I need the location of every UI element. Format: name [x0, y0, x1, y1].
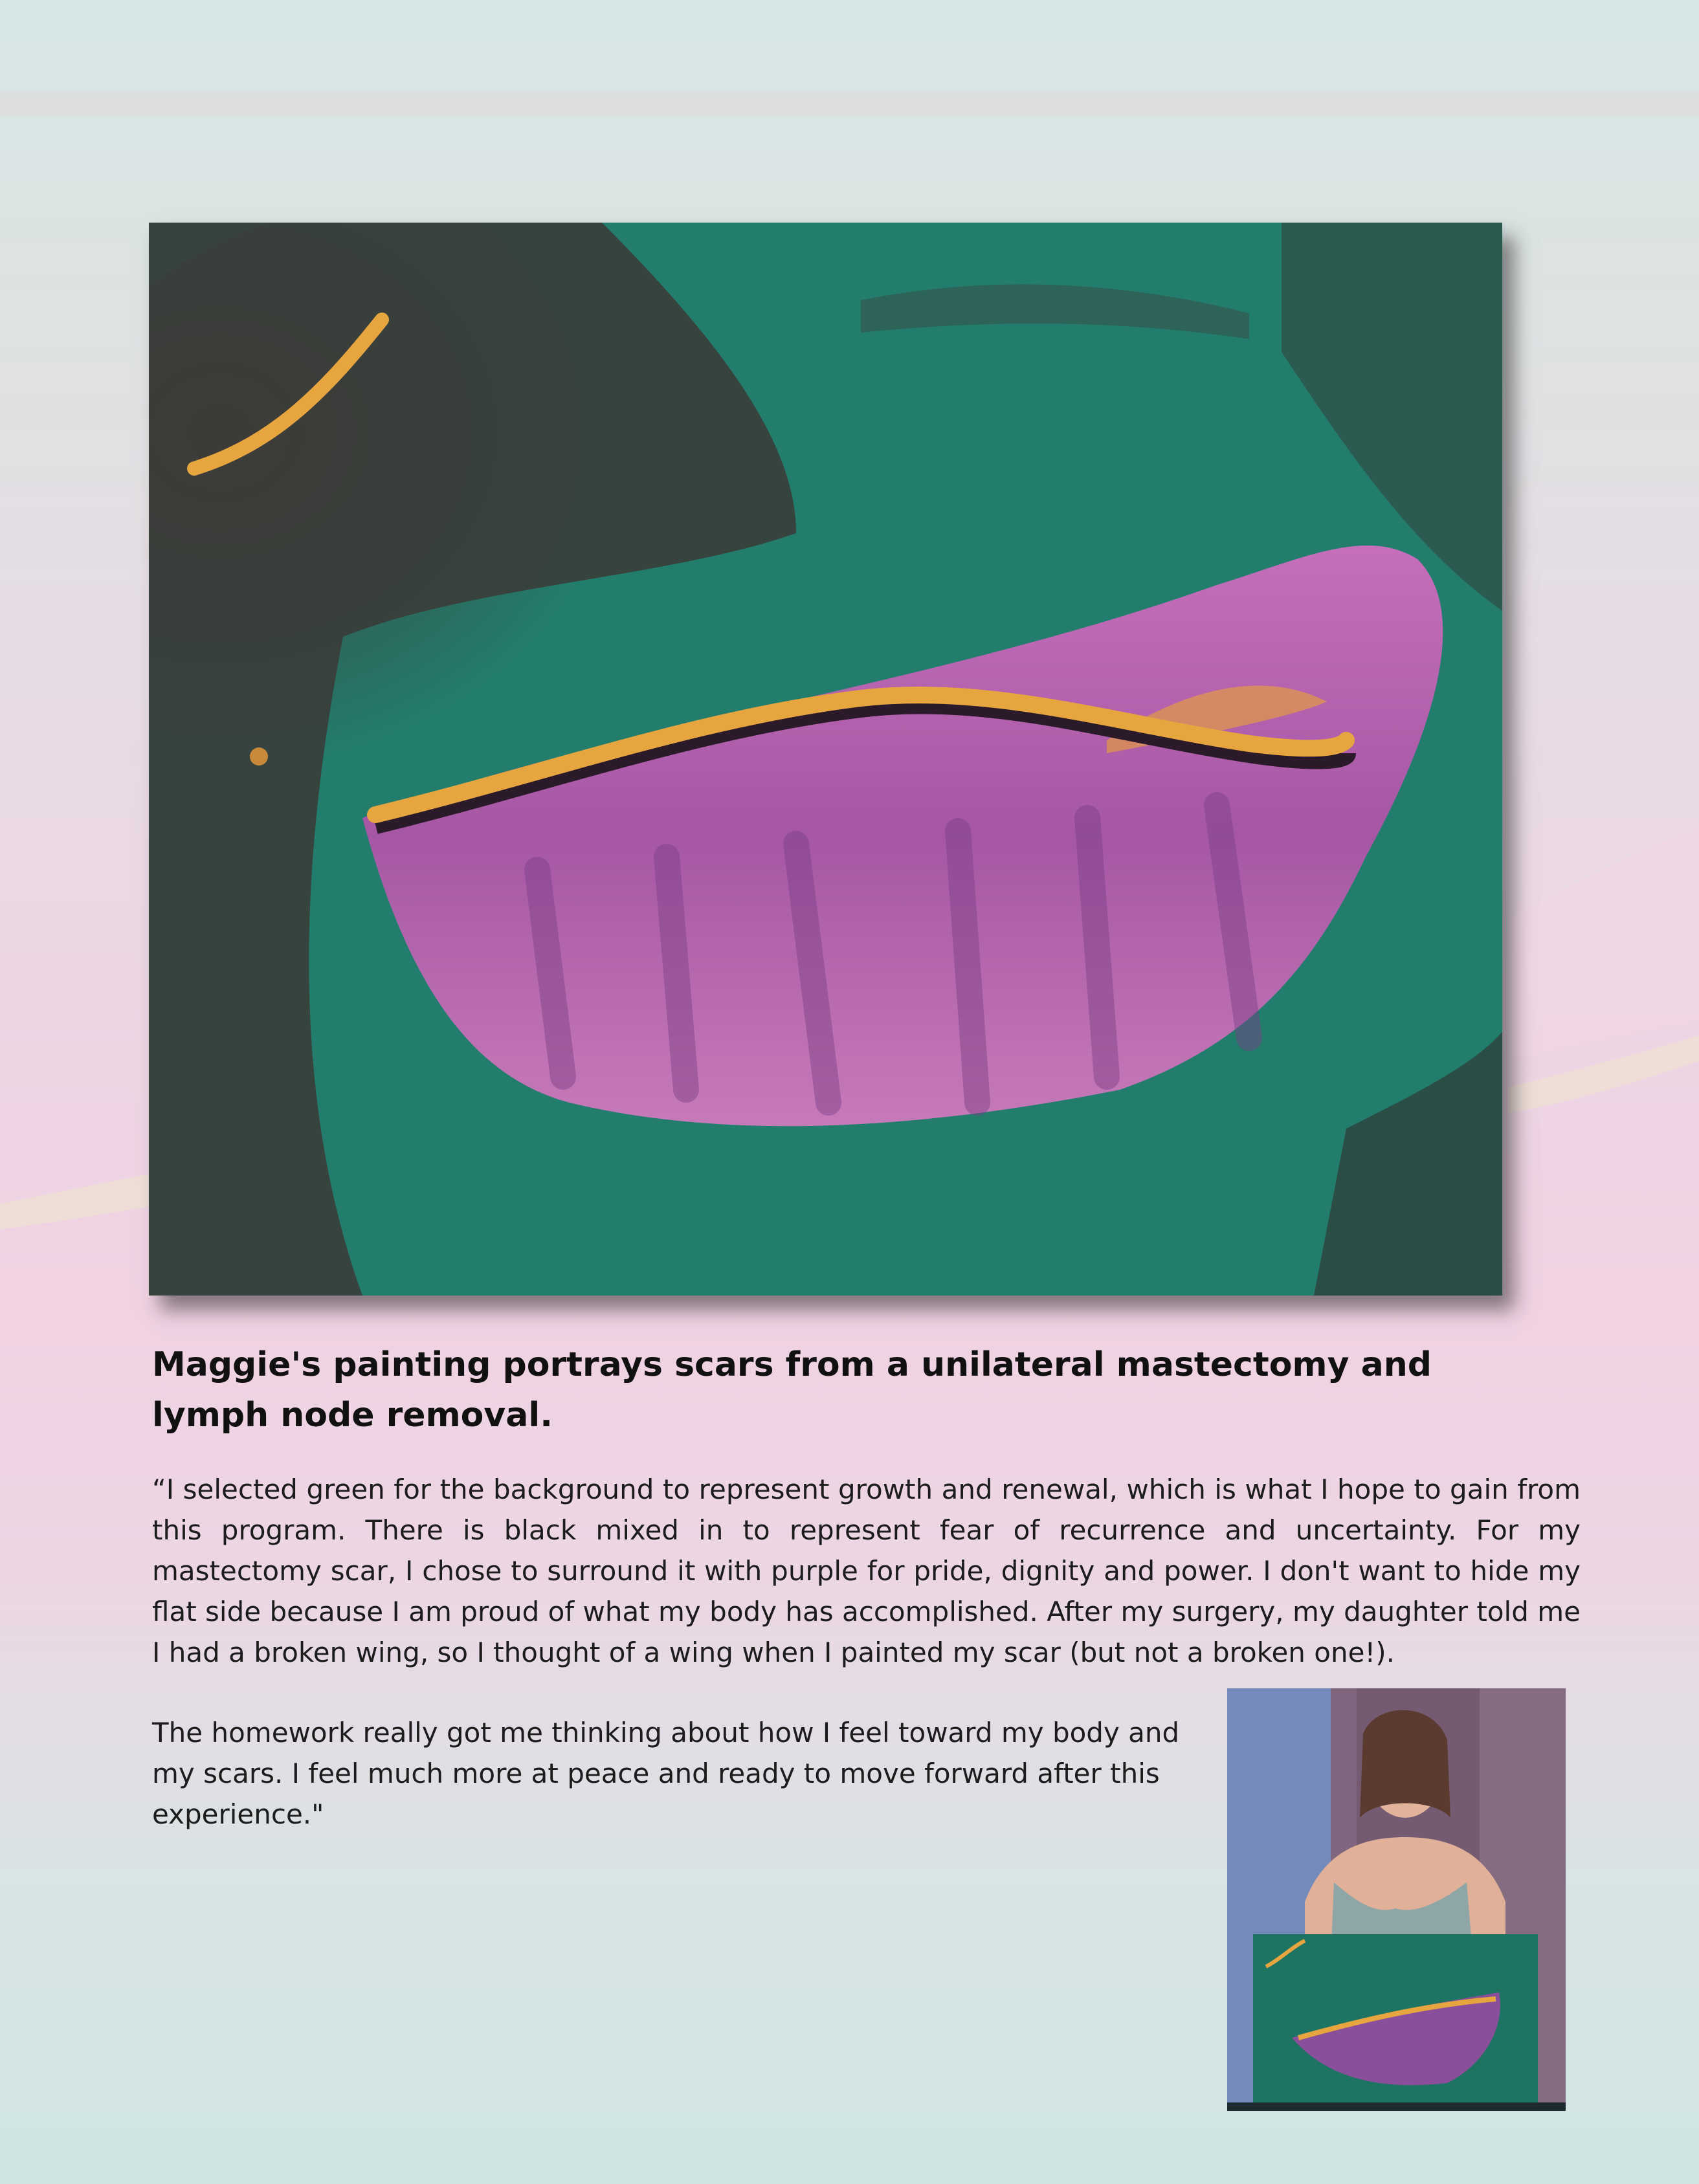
painting-caption-heading: Maggie's painting portrays scars from a unilateral mastectomy and lymph node removal. — [152, 1345, 1432, 1435]
painting-image — [149, 223, 1502, 1296]
artist-with-painting-photo — [1227, 1688, 1566, 2111]
artist-quote-paragraph-2: The homework really got me thinking about how I feel toward my body and my scars. I feel much more at peace and ready to move forward after this experience." — [152, 1717, 1180, 1830]
scar-painting-artwork — [149, 223, 1502, 1296]
artist-quote-paragraph-1: “I selected green for the background to represent growth and renewal, which is what I hope to gain from this program. There is black mixed in to represent fear of recurrence and uncertainty. For my mastectomy scar, I chose to surround it with purple for pride, dignity and power. I don't want to hide my flat side because I am proud of what my body has accomplished. After my surgery, my daughter told me I had a broken wing, so I thought of a wing when I painted my scar (but not a broken one!). — [152, 1473, 1581, 1668]
artist-portrait-image — [1227, 1688, 1566, 2111]
